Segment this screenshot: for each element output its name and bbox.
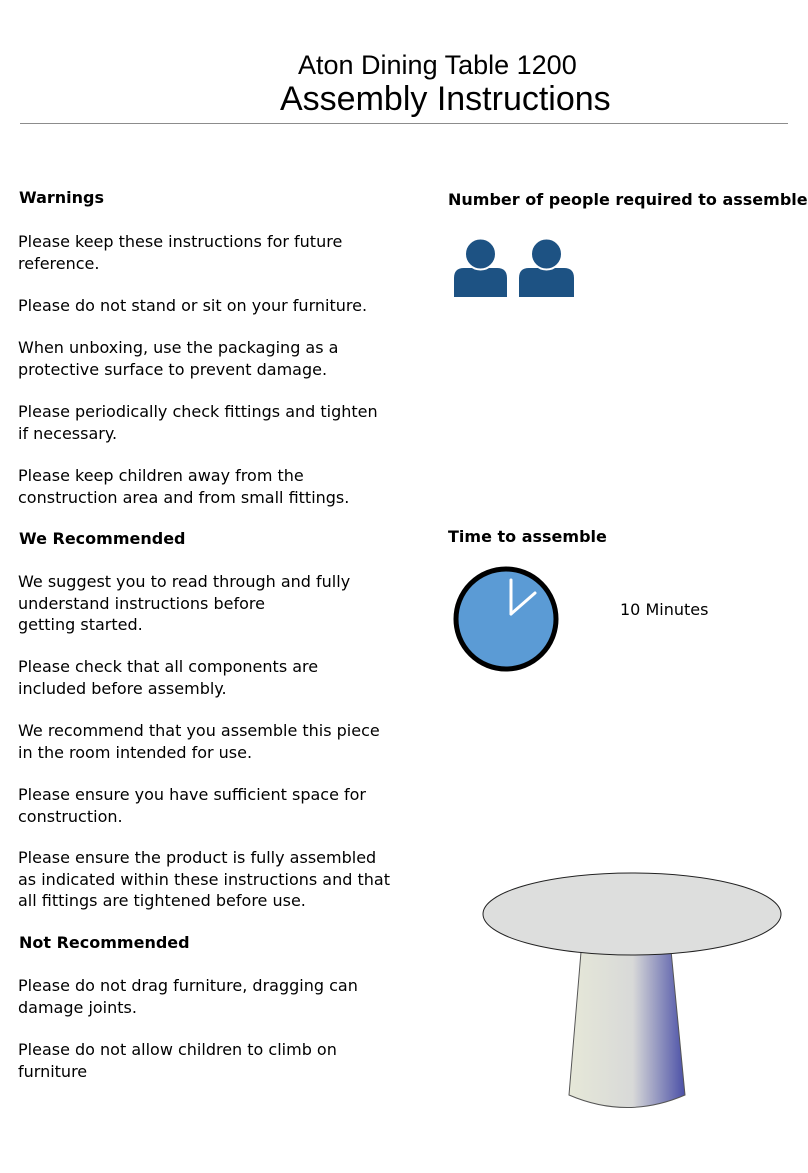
warning-item-3: When unboxing, use the packaging as a protective surface to prevent damage. [18, 338, 339, 379]
clock-icon [453, 566, 559, 672]
recommended-item-1: We suggest you to read through and fully understand instructions before getting started. [18, 572, 351, 634]
recommended-item-5: Please ensure the product is fully assembled as indicated within these instructions and that all fittings are tightened before use. [18, 848, 390, 910]
warning-item-2: Please do not stand or sit on your furniture. [18, 296, 368, 315]
table-illustration [480, 870, 785, 1118]
people-heading: Number of people required to assemble [448, 190, 808, 209]
warning-item-1: Please keep these instructions for future reference. [18, 232, 343, 273]
recommended-item-3: We recommend that you assemble this piece in the room intended for use. [18, 721, 380, 762]
person-icon [519, 239, 574, 298]
warning-item-5: Please keep children away from the construction area and from small fittings. [18, 466, 350, 507]
person-icon [454, 239, 507, 298]
people-icons [452, 237, 576, 297]
time-heading: Time to assemble [448, 527, 607, 546]
product-name: Aton Dining Table 1200 [298, 50, 577, 80]
recommended-heading: We Recommended [19, 529, 186, 548]
time-value: 10 Minutes [620, 600, 709, 619]
not-recommended-item-1: Please do not drag furniture, dragging can damage joints. [18, 976, 358, 1017]
warnings-heading: Warnings [19, 188, 105, 207]
title-divider [20, 123, 788, 124]
recommended-item-2: Please check that all components are included before assembly. [18, 657, 319, 698]
not-recommended-heading: Not Recommended [19, 933, 190, 952]
warning-item-4: Please periodically check fittings and tighten if necessary. [18, 402, 378, 443]
document-title: Assembly Instructions [280, 80, 611, 118]
recommended-item-4: Please ensure you have sufficient space for construction. [18, 785, 367, 826]
not-recommended-item-2: Please do not allow children to climb on furniture [18, 1040, 337, 1081]
